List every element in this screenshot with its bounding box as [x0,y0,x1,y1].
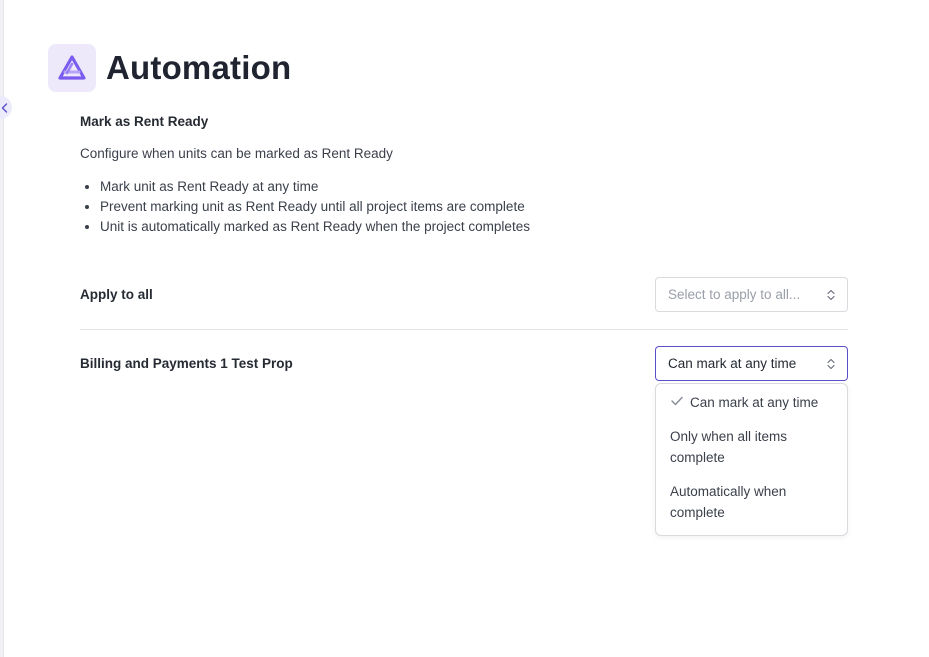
dropdown-option-label: Can mark at any time [690,395,819,410]
dropdown-option-label: Automatically when complete [670,484,787,520]
rent-ready-section [80,113,848,237]
property-row [80,346,848,381]
select-chevron-icon [827,289,835,301]
list-item: • Mark unit as Rent Ready at any time [100,177,848,197]
dropdown-option-automatic[interactable] [656,481,847,523]
check-icon [670,396,684,406]
list-item: • Unit is automatically marked as Rent Ready when the project completes [100,217,848,237]
sidebar-collapse-button[interactable] [0,96,12,119]
dropdown-option-all-items-complete[interactable] [656,426,847,468]
apply-to-all-label: Apply to all [80,287,153,302]
rent-ready-dropdown-menu [655,383,848,536]
apply-to-all-row [80,277,848,312]
property-rent-ready-select[interactable] [655,346,848,381]
chevron-left-icon [1,103,8,113]
app-logo-icon [58,55,86,81]
dropdown-option-label: Only when all items complete [670,429,788,465]
select-chevron-icon [827,358,835,370]
page-header [48,44,291,92]
property-name: Billing and Payments 1 Test Prop [80,356,293,371]
dropdown-option-any-time[interactable] [656,392,847,413]
page-title: Automation [106,49,292,86]
section-description: Configure when units can be marked as Rent Ready [80,146,393,161]
apply-to-all-select[interactable] [655,277,848,312]
section-title: Mark as Rent Ready [80,114,209,129]
apply-to-all-placeholder: Select to apply to all... [668,287,801,302]
property-select-value: Can mark at any time [668,356,797,371]
app-logo [48,44,96,92]
option-description-list [80,177,848,237]
divider [80,329,848,330]
list-item: • Prevent marking unit as Rent Ready until all project items are complete [100,197,848,217]
